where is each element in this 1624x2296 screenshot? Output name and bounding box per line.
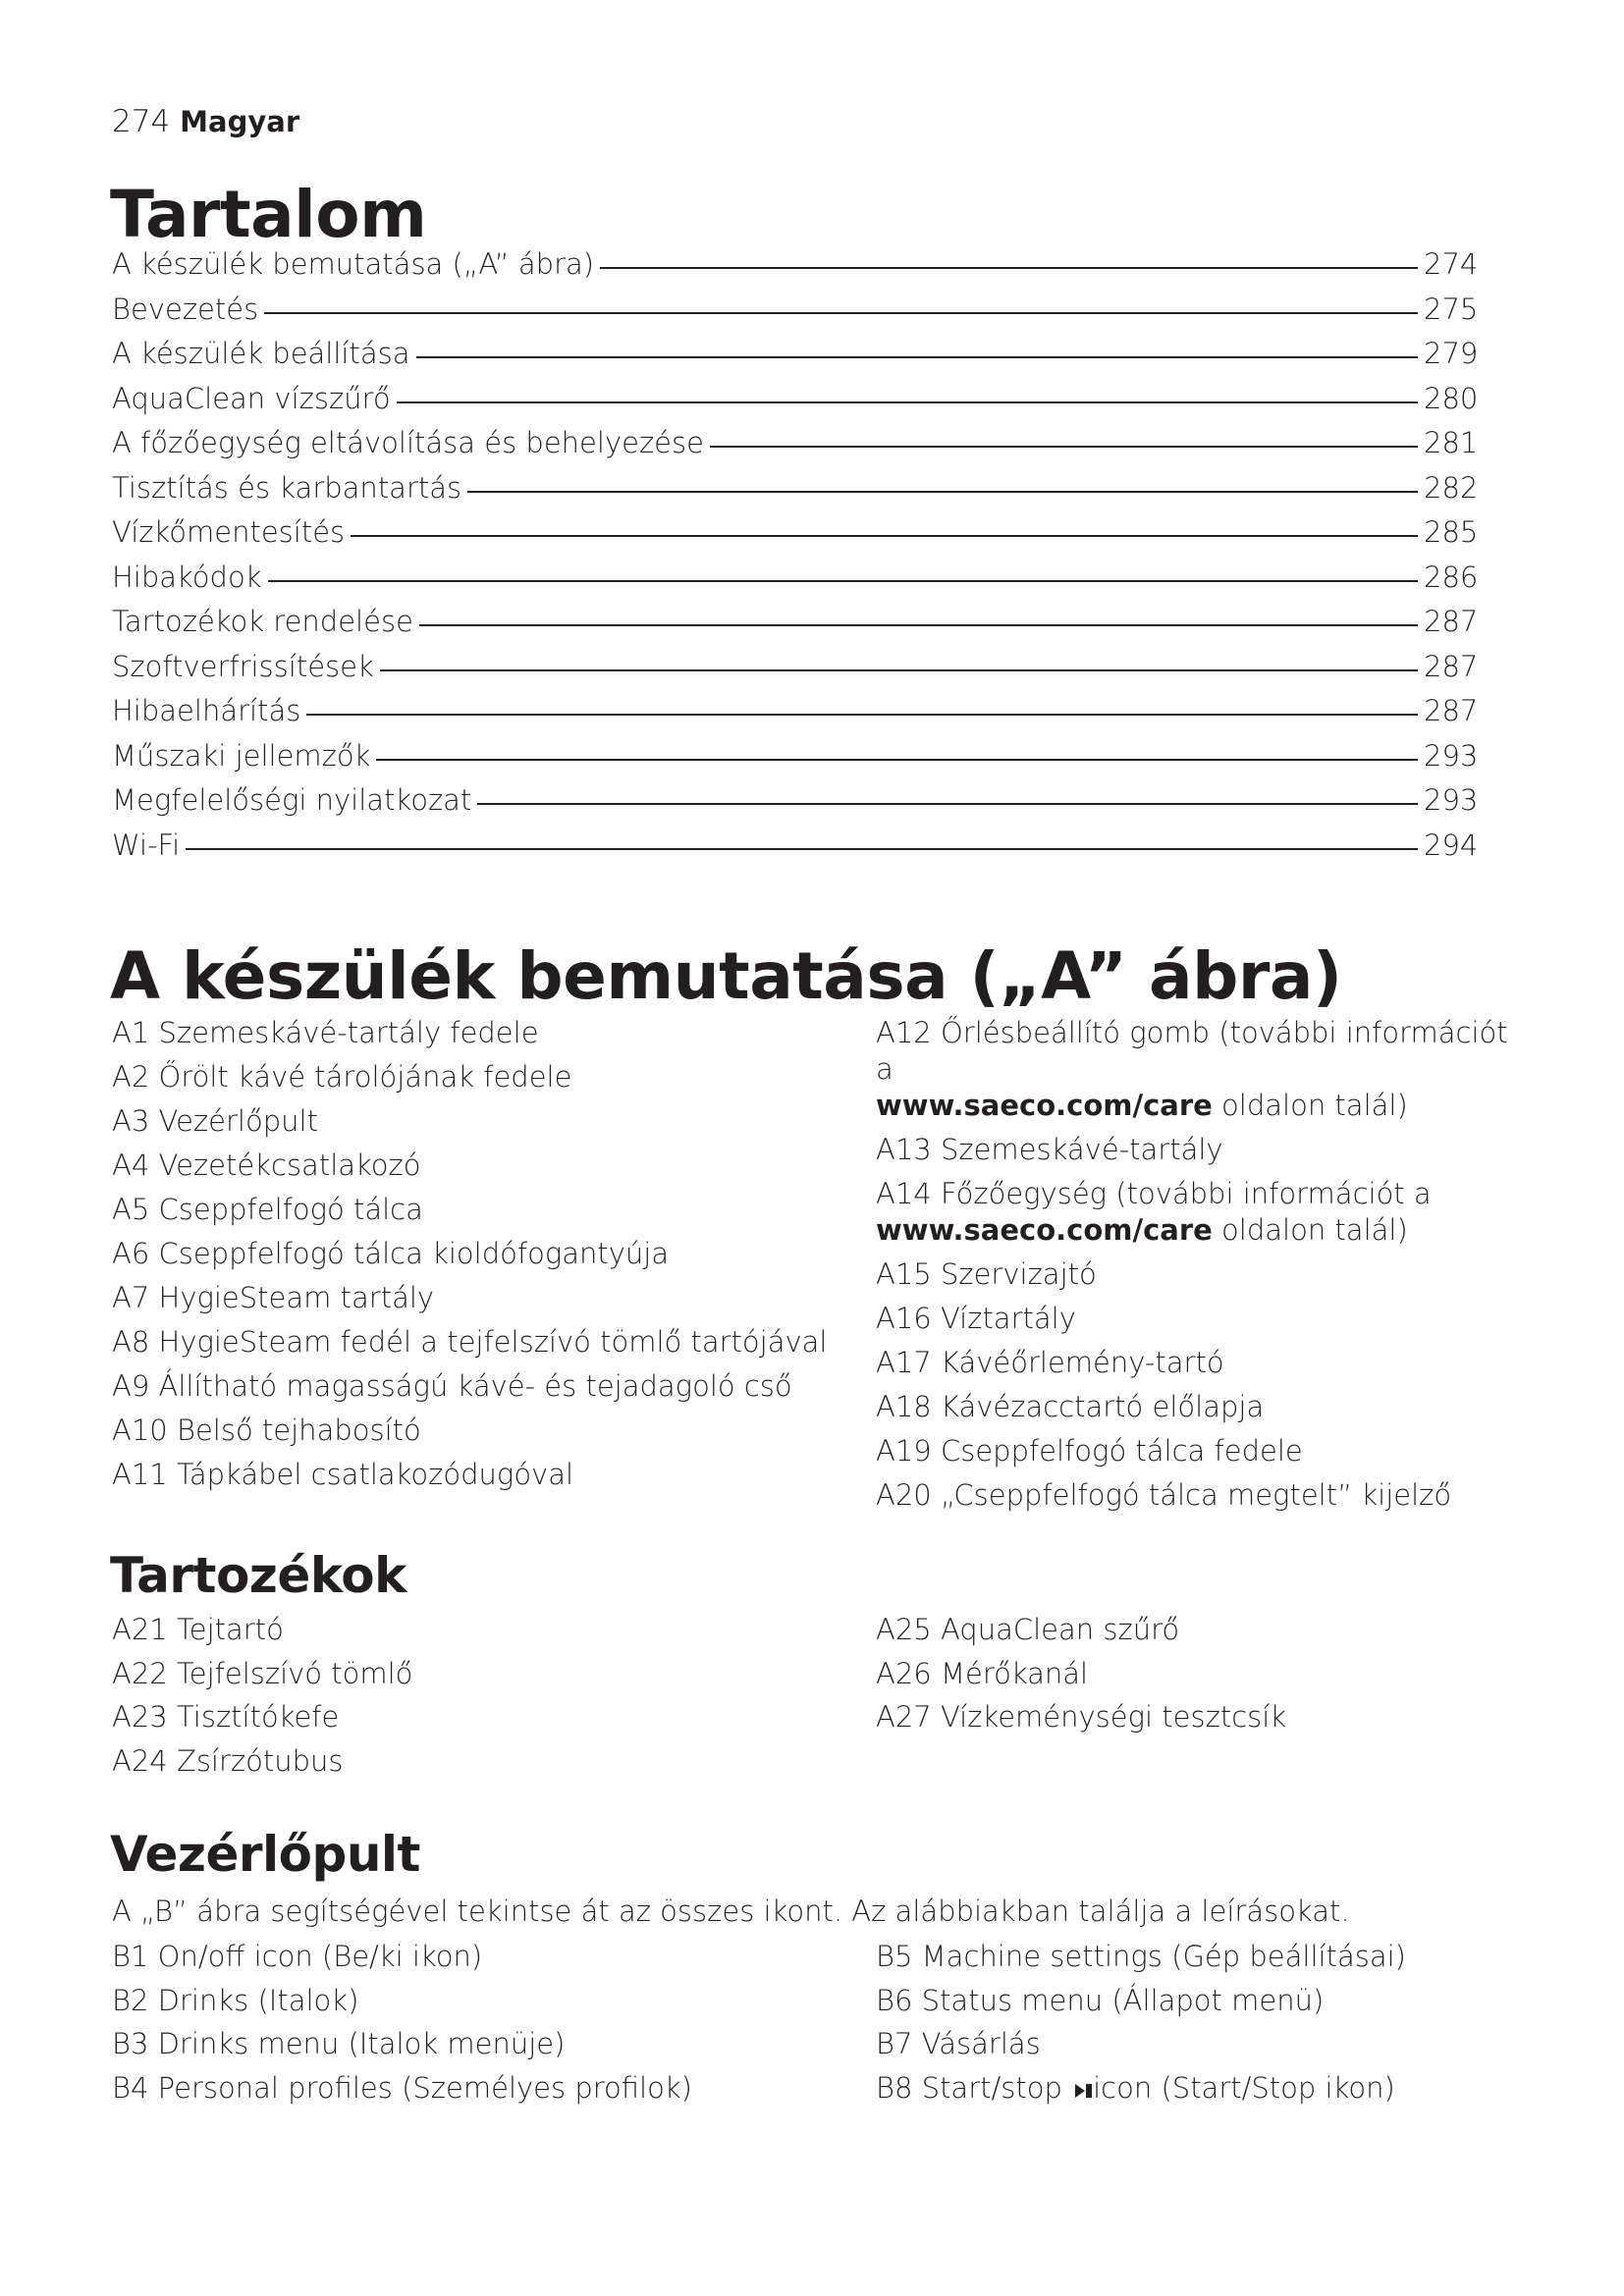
list-item: A27 Vízkeménységi tesztcsík — [876, 1700, 1287, 1734]
list-item: B5 Machine settings (Gép beállításai) — [876, 1940, 1406, 1973]
list-item: A15 Szervizajtó — [876, 1257, 1097, 1291]
toc-leader — [600, 267, 1418, 269]
toc-entry[interactable]: Hibaelhárítás 287 — [112, 694, 1479, 727]
toc-leader — [710, 446, 1418, 448]
list-item: A26 Mérőkanál — [876, 1656, 1089, 1690]
toc-entry[interactable]: Tisztítás és karbantartás 282 — [112, 470, 1479, 505]
toc-entry[interactable]: Műszaki jellemzők 293 — [112, 738, 1479, 773]
list-item: A2 Őrölt kávé tárolójának fedele — [112, 1060, 572, 1094]
list-item: A14 Főzőegység (további információt a www.saeco.com/care oldalon talál) — [876, 1177, 1432, 1247]
list-item: A22 Tejfelszívó tömlő — [112, 1656, 413, 1690]
toc-leader — [467, 491, 1418, 493]
toc-leader — [351, 535, 1418, 537]
toc-entry[interactable]: A készülék bemutatása („A” ábra) 274 — [112, 247, 1479, 281]
toc-entry[interactable]: Tartozékok rendelése 287 — [112, 605, 1479, 638]
list-item: A6 Cseppfelfogó tálca kioldófogantyúja — [112, 1237, 670, 1270]
list-item: A19 Cseppfelfogó tálca fedele — [876, 1434, 1303, 1468]
list-item: A21 Tejtartó — [112, 1613, 284, 1646]
language-label: Magyar — [180, 105, 300, 138]
control-panel-title: Vezérlőpult — [110, 1826, 420, 1883]
control-panel-left-column — [112, 1939, 876, 2113]
parts-list — [112, 1015, 1516, 1522]
toc-entry[interactable]: A főzőegység eltávolítása és behelyezése 281 — [112, 426, 1479, 459]
list-item: A17 Kávéőrlemény-tartó — [876, 1346, 1224, 1379]
control-panel-right-column — [876, 1939, 1516, 2113]
toc-leader — [306, 714, 1418, 716]
list-item: A1 Szemeskávé-tartály fedele — [112, 1016, 539, 1049]
toc-leader — [268, 580, 1419, 582]
accessories-right-column — [876, 1612, 1516, 1787]
control-panel-list — [112, 1939, 1516, 2113]
list-item: A7 HygieSteam tartály — [112, 1281, 435, 1314]
list-item: A12 Őrlésbeállító gomb (további információt a www.saeco.com/care oldalon talál) — [876, 1016, 1508, 1122]
toc-leader — [397, 401, 1418, 403]
list-item: A18 Kávézacctartó előlapja — [876, 1390, 1265, 1423]
toc-title: Tartalom — [110, 177, 427, 252]
toc-leader — [376, 759, 1418, 761]
accessories-left-column — [112, 1612, 876, 1787]
toc-entry[interactable]: Bevezetés 275 — [112, 292, 1479, 326]
list-item: B7 Vásárlás — [876, 2027, 1041, 2060]
list-item: B3 Drinks menu (Italok menüje) — [112, 2027, 566, 2060]
toc-leader — [264, 312, 1418, 314]
parts-left-column — [112, 1015, 876, 1522]
toc-entry[interactable]: Szoftverfrissítések 287 — [112, 649, 1479, 683]
list-item: A5 Cseppfelfogó tálca — [112, 1193, 423, 1226]
control-panel-intro: A „B” ábra segítségével tekintse át az összes ikont. Az alábbiakban találja a leírásokat. — [112, 1895, 1350, 1928]
accessories-title: Tartozékok — [110, 1547, 406, 1604]
saeco-care-link[interactable]: www.saeco.com/care — [876, 1213, 1213, 1247]
list-item: A11 Tápkábel csatlakozódugóval — [112, 1458, 574, 1491]
toc-leader — [380, 669, 1418, 671]
list-item: A16 Víztartály — [876, 1302, 1076, 1335]
list-item: A10 Belső tejhabosító — [112, 1414, 421, 1447]
list-item: B2 Drinks (Italok) — [112, 1983, 359, 2017]
toc-leader — [186, 848, 1418, 850]
list-item: A23 Tisztítókefe — [112, 1700, 340, 1734]
toc-entry[interactable]: Hibakódok 286 — [112, 560, 1479, 594]
page-header — [112, 104, 299, 139]
toc-entry[interactable]: Wi-Fi 294 — [112, 828, 1479, 862]
accessories-list — [112, 1612, 1516, 1787]
list-item: A9 Állítható magasságú kávé- és tejadagoló cső — [112, 1369, 792, 1403]
saeco-care-link[interactable]: www.saeco.com/care — [876, 1089, 1213, 1122]
toc-entry[interactable]: A készülék beállítása 279 — [112, 337, 1479, 370]
list-item: A8 HygieSteam fedél a tejfelszívó tömlő tartójával — [112, 1325, 828, 1359]
list-item: A13 Szemeskávé-tartály — [876, 1133, 1223, 1166]
list-item: B8 Start/stop icon (Start/Stop ikon) — [876, 2070, 1395, 2105]
list-item: A24 Zsírzótubus — [112, 1743, 344, 1778]
parts-right-column — [876, 1015, 1516, 1522]
toc-entry[interactable]: AquaClean vízszűrő 280 — [112, 381, 1479, 415]
list-item: B1 On/off icon (Be/ki ikon) — [112, 1940, 483, 1973]
toc-leader — [419, 624, 1418, 626]
toc-leader — [416, 356, 1419, 358]
overview-title: A készülék bemutatása („A” ábra) — [110, 938, 1342, 1014]
list-item: A4 Vezetékcsatlakozó — [112, 1148, 421, 1182]
table-of-contents — [112, 247, 1479, 873]
list-item: A3 Vezérlőpult — [112, 1104, 318, 1138]
list-item: B4 Personal profiles (Személyes profilok) — [112, 2070, 692, 2105]
page-number: 274 — [112, 104, 171, 139]
toc-entry[interactable]: Vízkőmentesítés 285 — [112, 515, 1479, 549]
toc-entry[interactable]: Megfelelőségi nyilatkozat 293 — [112, 783, 1479, 817]
play-pause-icon — [1071, 2071, 1093, 2105]
toc-leader — [477, 803, 1418, 805]
list-item: A25 AquaClean szűrő — [876, 1613, 1180, 1646]
list-item: A20 „Cseppfelfogó tálca megtelt” kijelző — [876, 1478, 1452, 1512]
list-item: B6 Status menu (Állapot menü) — [876, 1983, 1325, 2017]
